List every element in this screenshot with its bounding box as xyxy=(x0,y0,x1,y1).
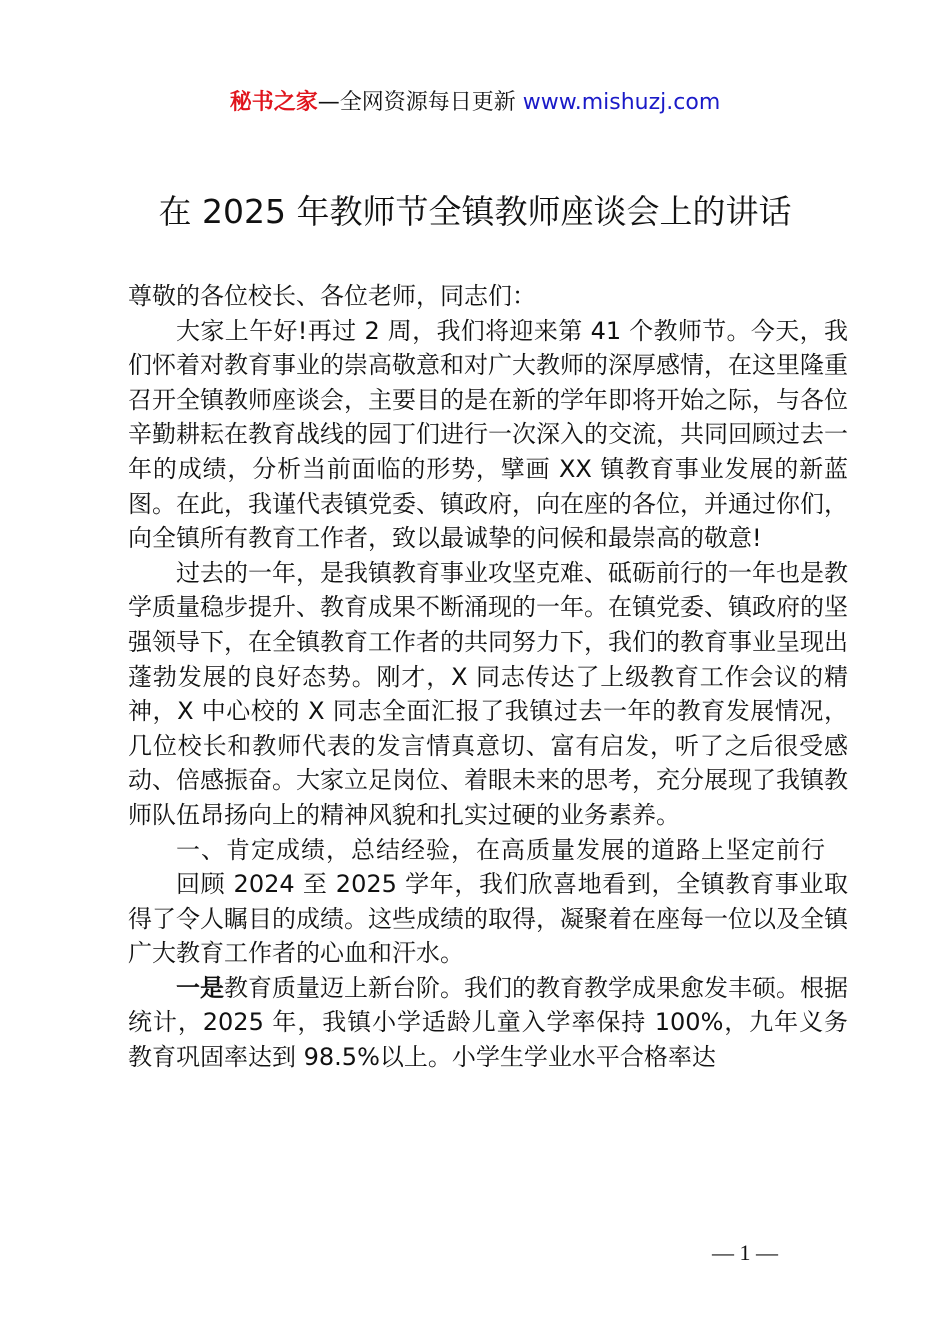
site-header xyxy=(0,88,950,118)
document-body xyxy=(128,279,848,1075)
site-tagline: —全网资源每日更新 xyxy=(317,90,523,115)
paragraph-greeting: 大家上午好!再过 2 周，我们将迎来第 41 个教师节。今天，我们怀着对教育事业的崇高敬意和对广大教师的深厚感情，在这里隆重召开全镇教师座谈会，主要目的是在新的学年即将开始之际，与各位辛勤耕耘在教育战线的园丁们进行一次深入的交流，共同回顾过去一年的成绩，分析当前面临的形势，擘画 XX 镇教育事业发展的新蓝图。在此，我谨代表镇党委、镇政府，向在座的各位，并通过你们，向全镇所有教育工作者，致以最诚挚的问候和最崇高的敬意! xyxy=(128,316,848,553)
document-title: 在 2025 年教师节全镇教师座谈会上的讲话 xyxy=(158,192,792,231)
salutation: 尊敬的各位校长、各位老师，同志们： xyxy=(128,282,536,310)
paragraph-review: 回顾 2024 至 2025 学年，我们欣喜地看到，全镇教育事业取得了令人瞩目的成绩。这些成绩的取得，凝聚着在座每一位以及全镇广大教育工作者的心血和汗水。 xyxy=(128,870,848,968)
point-one-lead: 一是 xyxy=(176,973,224,1002)
paragraph-past-year: 过去的一年，是我镇教育事业攻坚克难、砥砺前行的一年也是教学质量稳步提升、教育成果不断涌现的一年。在镇党委、镇政府的坚强领导下，在全镇教育工作者的共同努力下，我们的教育事业呈现出蓬勃发展的良好态势。刚才，X 同志传达了上级教育工作会议的精神，X 中心校的 X 同志全面汇报了我镇过去一年的教育发展情况，几位校长和教师代表的发言情真意切、富有启发，听了之后很受感动、倍感振奋。大家立足岗位、着眼未来的思考，充分展现了我镇教师队伍昂扬向上的精神风貌和扎实过硬的业务素养。 xyxy=(128,558,848,829)
page-number: — 1 — xyxy=(712,1240,778,1265)
section-heading: 一、肯定成绩，总结经验，在高质量发展的道路上坚定前行 xyxy=(176,835,826,864)
site-url-link[interactable]: www.mishuzj.com xyxy=(522,90,721,115)
paragraph-point-one xyxy=(128,971,848,1075)
site-brand: 秘书之家 xyxy=(229,90,318,115)
point-one-text: 教育质量迈上新台阶。我们的教育教学成果愈发丰硕。根据统计，2025 年，我镇小学适龄儿童入学率保持 100%，九年义务教育巩固率达到 98.5%以上。小学生学业水平合格率达 xyxy=(128,973,848,1072)
